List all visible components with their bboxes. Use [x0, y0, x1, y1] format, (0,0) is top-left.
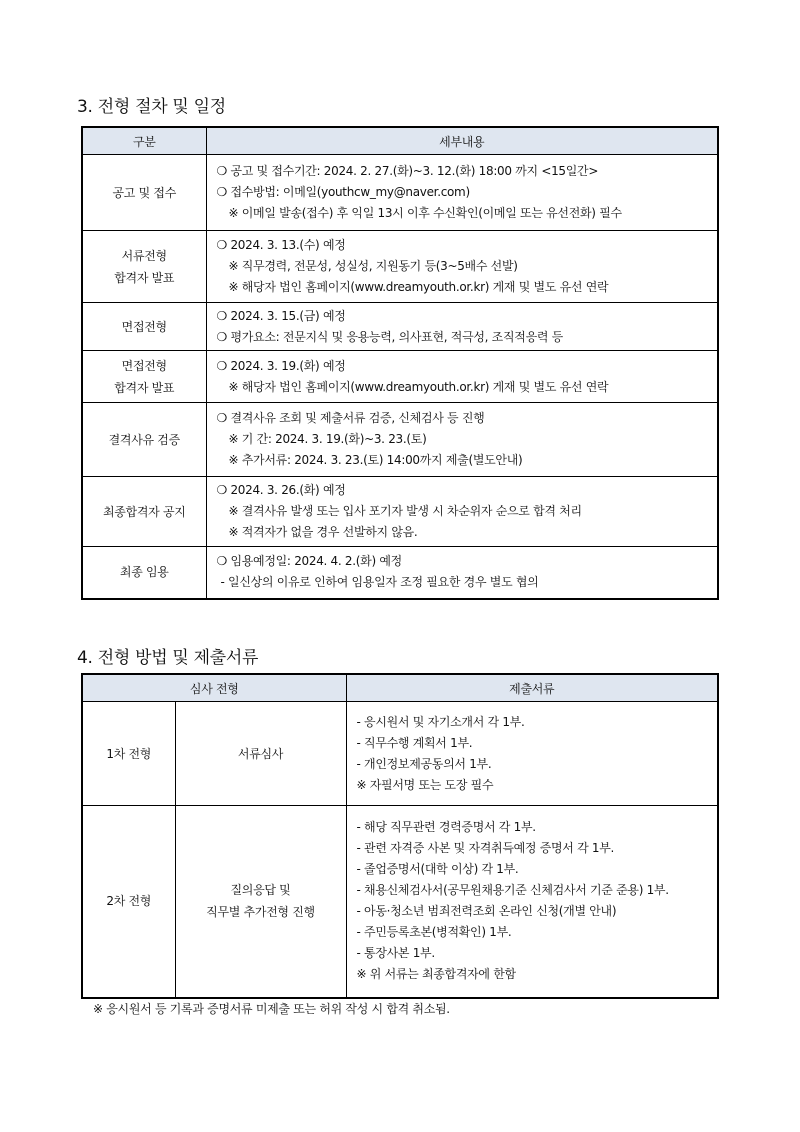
schedule-detail-line: ❍ 2024. 3. 26.(화) 예정 [216, 483, 346, 497]
document-item: - 통장사본 1부. [356, 946, 435, 961]
schedule-details [206, 303, 718, 351]
schedule-details [206, 403, 718, 477]
schedule-label-line: 공고 및 접수 [112, 185, 176, 200]
schedule-label-line: 최종합격자 공지 [102, 504, 186, 519]
document-item: ※ 위 서류는 최종합격자에 한함 [356, 967, 516, 982]
schedule-detail-line: ❍ 결격사유 조회 및 제출서류 검증, 신체검사 등 진행 [216, 411, 485, 425]
schedule-detail-line: ❍ 2024. 3. 13.(수) 예정 [216, 238, 346, 252]
schedule-row [82, 303, 718, 351]
schedule-detail-line: ❍ 접수방법: 이메일(youthcw_my@naver.com) [216, 185, 470, 199]
schedule-label [82, 351, 206, 403]
document-item: - 아동·청소년 범죄전력조회 온라인 신청(개별 안내) [356, 904, 617, 919]
header-screening: 심사 전형 [82, 674, 346, 702]
schedule-detail-line: ※ 해당자 법인 홈페이지(www.dreamyouth.or.kr) 게재 및 별도 유선 연락 [228, 280, 609, 294]
documents-row [82, 702, 718, 806]
schedule-label-line: 결격사유 검증 [108, 432, 180, 447]
document-item: - 주민등록초본(병적확인) 1부. [356, 925, 512, 940]
schedule-detail-line: ※ 직무경력, 전문성, 성실성, 지원동기 등(3~5배수 선발) [228, 259, 518, 273]
schedule-label-line: 최종 임용 [119, 565, 169, 580]
schedule-details [206, 547, 718, 599]
document-item: - 관련 자격증 사본 및 자격취득예정 증명서 각 1부. [356, 841, 615, 856]
schedule-detail-line: ※ 기 간: 2024. 3. 19.(화)~3. 23.(토) [228, 432, 427, 446]
section3-title: 3. 전형 절차 및 일정 [77, 97, 226, 117]
schedule-label [82, 231, 206, 303]
screening-method [175, 806, 346, 998]
required-documents [346, 702, 718, 806]
schedule-details [206, 477, 718, 547]
schedule-row [82, 477, 718, 547]
schedule-details [206, 155, 718, 231]
schedule-detail-line: - 일신상의 이유로 인하여 임용일자 조정 필요한 경우 별도 협의 [220, 575, 539, 590]
document-item: - 응시원서 및 자기소개서 각 1부. [356, 714, 525, 729]
documents-table-header [82, 674, 718, 702]
screening-method-line: 서류심사 [237, 746, 284, 761]
schedule-row [82, 403, 718, 477]
screening-method-line: 질의응답 및 [230, 883, 291, 898]
schedule-detail-line: ※ 적격자가 없을 경우 선발하지 않음. [228, 525, 418, 539]
schedule-row [82, 547, 718, 599]
schedule-detail-line: ❍ 2024. 3. 15.(금) 예정 [216, 308, 346, 323]
schedule-detail-line: ※ 이메일 발송(접수) 후 익일 13시 이후 수신확인(이메일 또는 유선전화) 필수 [228, 206, 622, 220]
schedule-details [206, 231, 718, 303]
documents-table [81, 673, 719, 999]
document-item: - 졸업증명서(대학 이상) 각 1부. [356, 862, 519, 877]
schedule-detail-line: ※ 추가서류: 2024. 3. 23.(토) 14:00까지 제출(별도안내) [228, 453, 523, 467]
section4-title: 4. 전형 방법 및 제출서류 [77, 648, 259, 668]
header-category: 구분 [82, 127, 206, 155]
schedule-row [82, 351, 718, 403]
document-item: - 개인정보제공동의서 1부. [356, 756, 492, 771]
schedule-label [82, 547, 206, 599]
document-item: - 해당 직무관련 경력증명서 각 1부. [356, 820, 536, 835]
header-details: 세부내용 [206, 127, 718, 155]
schedule-details [206, 351, 718, 403]
header-documents: 제출서류 [346, 674, 718, 702]
schedule-detail-line: ❍ 2024. 3. 19.(화) 예정 [216, 358, 346, 373]
schedule-label [82, 155, 206, 231]
documents-row [82, 806, 718, 998]
schedule-label-line: 서류전형 [121, 248, 167, 263]
screening-stage: 2차 전형 [82, 806, 175, 998]
screening-method [175, 702, 346, 806]
schedule-detail-line: ❍ 평가요소: 전문지식 및 응용능력, 의사표현, 적극성, 조직적응력 등 [216, 329, 563, 344]
schedule-detail-line: ※ 해당자 법인 홈페이지(www.dreamyouth.or.kr) 게재 및 별도 유선 연락 [228, 379, 609, 394]
document-item: ※ 자필서명 또는 도장 필수 [356, 777, 494, 792]
schedule-detail-line: ❍ 공고 및 접수기간: 2024. 2. 27.(화)~3. 12.(화) 18:00 까지 <15일간> [216, 164, 599, 178]
schedule-detail-line: ❍ 임용예정일: 2024. 4. 2.(화) 예정 [216, 554, 402, 569]
schedule-label [82, 403, 206, 477]
schedule-table-header [82, 127, 718, 155]
schedule-label-line: 합격자 발표 [114, 380, 175, 395]
schedule-label-line: 합격자 발표 [114, 270, 175, 285]
document-item: - 직무수행 계획서 1부. [356, 735, 473, 750]
schedule-row [82, 231, 718, 303]
document-item: - 채용신체검사서(공무원채용기준 신체검사서 기준 준용) 1부. [356, 883, 669, 898]
schedule-label [82, 303, 206, 351]
screening-stage: 1차 전형 [82, 702, 175, 806]
screening-method-line: 직무별 추가전형 진행 [206, 905, 315, 920]
schedule-detail-line: ※ 결격사유 발생 또는 입사 포기자 발생 시 차순위자 순으로 합격 처리 [228, 504, 582, 518]
footnote: ※ 응시원서 등 기록과 증명서류 미제출 또는 허위 작성 시 합격 취소됨. [93, 1002, 450, 1016]
schedule-table [81, 126, 719, 600]
schedule-row [82, 155, 718, 231]
required-documents [346, 806, 718, 998]
schedule-label-line: 면접전형 [121, 319, 167, 334]
schedule-label-line: 면접전형 [121, 358, 167, 373]
schedule-label [82, 477, 206, 547]
